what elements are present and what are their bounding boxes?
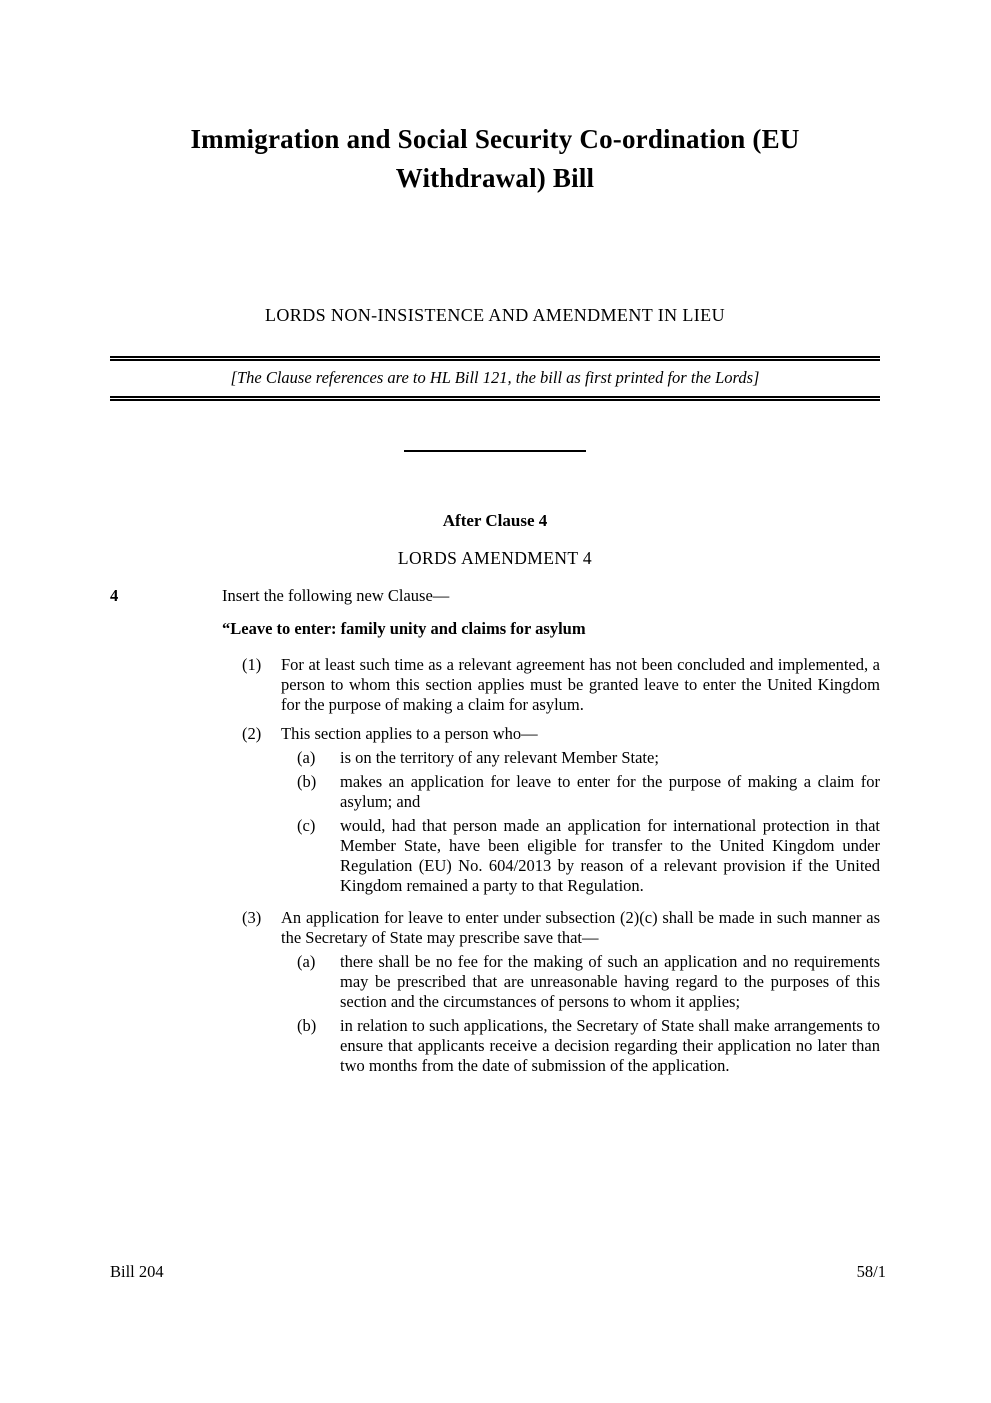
amendment-number: 4 xyxy=(110,586,119,606)
clause-reference-note: [The Clause references are to HL Bill 121, the bill as first printed for the Lords] xyxy=(110,356,880,401)
sub-item xyxy=(281,816,880,896)
sub-item-label: (b) xyxy=(297,1016,317,1036)
sub-item-label: (a) xyxy=(297,748,316,768)
page-footer xyxy=(110,1262,886,1282)
amendment-instruction-row xyxy=(110,586,880,606)
new-clause-title: “Leave to enter: family unity and claims for asylum xyxy=(222,619,586,639)
bill-title-line1: Immigration and Social Security Co-ordination (EU xyxy=(190,124,800,155)
sub-item-text: is on the territory of any relevant Member State; xyxy=(340,748,659,768)
sub-item-text: makes an application for leave to enter for the purpose of making a claim for asylum; and xyxy=(340,772,880,812)
subsection-text: An application for leave to enter under subsection (2)(c) shall be made in such manner as the Secretary of State may prescribe save that— xyxy=(281,908,880,948)
sub-item xyxy=(281,1016,880,1076)
amendment-heading: LORDS AMENDMENT 4 xyxy=(397,548,593,569)
subsection xyxy=(222,908,880,1076)
subsection-body xyxy=(281,655,880,715)
amendment-instruction: Insert the following new Clause— xyxy=(222,586,450,606)
subsection-body xyxy=(281,724,880,896)
bill-title-line2: Withdrawal) Bill xyxy=(395,163,595,194)
subsection-label: (2) xyxy=(242,724,262,744)
amendment-body xyxy=(110,586,880,1076)
divider-rule xyxy=(404,450,586,452)
sub-item-text: would, had that person made an application for international protection in that Member State, have been eligible for transfer to the United Kingdom under Regulation (EU) No. 604/2013 by reason of a relevant provision if the United Kingdom remained a party to that Regulation. xyxy=(340,816,880,896)
subsection-label: (1) xyxy=(242,655,262,675)
subsection-text: This section applies to a person who— xyxy=(281,724,538,744)
sub-item-label: (b) xyxy=(297,772,317,792)
subsection xyxy=(222,655,880,715)
subsection-body xyxy=(281,908,880,1076)
sub-item xyxy=(281,772,880,812)
sub-item xyxy=(281,748,880,768)
bill-number: Bill 204 xyxy=(110,1262,164,1281)
sub-item-text: there shall be no fee for the making of such an application and no requirements may be prescribed that are unreasonable having regard to the purposes of this section and the circumstances of persons to whom it applies; xyxy=(340,952,880,1012)
sub-item-label: (c) xyxy=(297,816,316,836)
section-heading: After Clause 4 xyxy=(442,511,548,531)
sub-item-text: in relation to such applications, the Secretary of State shall make arrangements to ensure that applicants receive a decision regarding their application no later than two months from the date of submission of the application. xyxy=(340,1016,880,1076)
subsection-label: (3) xyxy=(242,908,262,928)
subsection xyxy=(222,724,880,896)
page-reference: 58/1 xyxy=(856,1262,886,1281)
sub-item xyxy=(281,952,880,1012)
page-content xyxy=(0,18,991,1076)
sub-item-label: (a) xyxy=(297,952,316,972)
subsection-text: For at least such time as a relevant agreement has not been concluded and implemented, a person to whom this section applies must be granted leave to enter the United Kingdom for the purpose of making a claim for asylum. xyxy=(281,655,880,715)
bill-title xyxy=(110,18,880,198)
stage-heading: LORDS NON-INSISTENCE AND AMENDMENT IN LIEU xyxy=(265,305,725,326)
